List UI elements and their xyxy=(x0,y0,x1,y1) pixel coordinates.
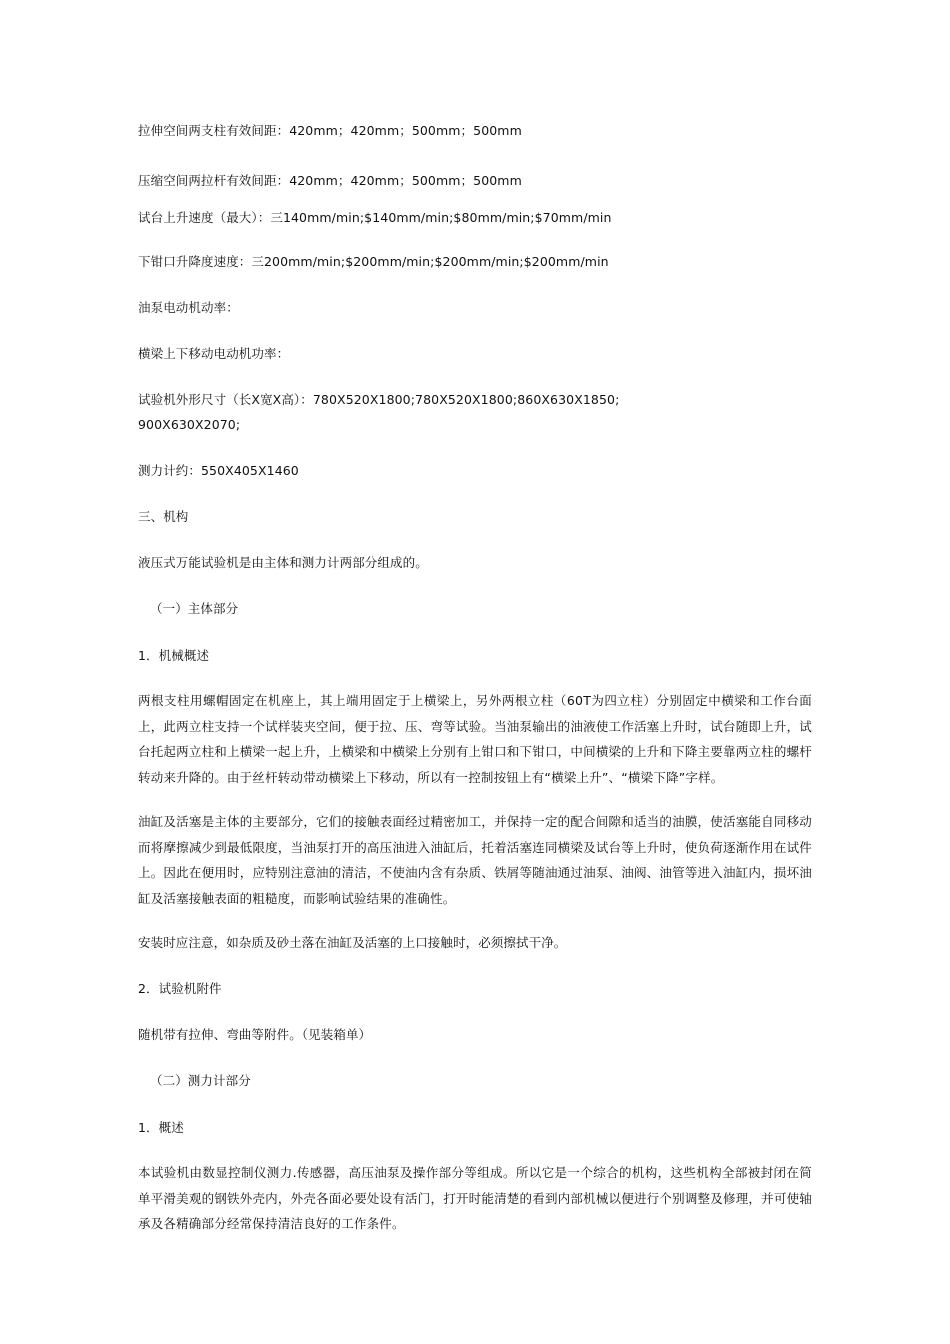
part1-heading: （一）主体部分 xyxy=(150,601,239,616)
part1-paragraph-1: 两根支柱用螺帽固定在机座上，其上端用固定于上横梁上，另外两根立柱（60T为四立柱）分别固定中横梁和工作台面上，此两立柱支持一个试样装夹空间，便于拉、压、弯等试验。当油泵输出的油液使工作活塞上升时，试台随即上升，试台托起两立柱和上横梁一起上升，上横梁和中横梁上分别有上钳口和下钳口，中间横梁的上升和下降主要靠两立柱的螺杆转动来升降的。由于丝杆转动带动横梁上下移动，所以有一控制按钮上有“横梁上升”、“横梁下降”字样。 xyxy=(138,693,812,785)
spec-gauge-size: 测力计约：550X405X1460 xyxy=(138,463,299,478)
part2-paragraph-1: 本试验机由数显控制仪测力.传感器，高压油泵及操作部分等组成。所以它是一个综合的机构，这些机构全部被封闭在简单平滑美观的钢铁外壳内，外壳各面必要处设有活门，打开时能清楚的看到内部机械以便进行个别调整及修理，并可使轴承及各精确部分经常保持清洁良好的工作条件。 xyxy=(138,1165,812,1231)
part1-paragraph-4: 随机带有拉伸、弯曲等附件。（见装箱单） xyxy=(138,1027,372,1042)
spec-beam-power: 横梁上下移动电动机功率： xyxy=(138,346,290,361)
part2-sub1-heading: 1．概述 xyxy=(138,1120,184,1135)
part1-sub1-heading: 1．机械概述 xyxy=(138,648,210,663)
spec-dimensions-line2: 900X630X2070; xyxy=(138,417,241,432)
part1-paragraph-2: 油缸及活塞是主体的主要部分，它们的接触表面经过精密加工，并保持一定的配合间隙和适当的油膜，使活塞能自同移动而将摩擦减少到最低限度，当油泵打开的高压油进入油缸后，托着活塞连同横梁及试台等上升时，使负荷逐渐作用在试件上。因此在便用时，应特别注意油的清洁，不使油内含有杂质、铁屑等随油通过油泵、油阀、油管等进入油缸内，损坏油缸及活塞接触表面的粗糙度，而影响试验结果的准确性。 xyxy=(138,814,812,906)
part1-sub2-heading: 2．试验机附件 xyxy=(138,981,222,996)
spec-pump-power: 油泵电动机动率： xyxy=(138,300,239,315)
section-heading: 三、机构 xyxy=(138,509,189,524)
spec-jaw-speed: 下钳口升降度速度：三200mm/min;$200mm/min;$200mm/min;$200mm/min xyxy=(138,254,609,269)
spec-tension-spacing: 拉伸空间两支柱有效间距：420mm；420mm；500mm；500mm xyxy=(138,123,522,138)
spec-table-speed: 试台上升速度（最大）：三140mm/min;$140mm/min;$80mm/min;$70mm/min xyxy=(138,210,612,225)
part1-paragraph-3: 安装时应注意，如杂质及砂土落在油缸及活塞的上口接触时，必须擦拭干净。 xyxy=(138,935,567,950)
spec-compression-spacing: 压缩空间两拉杆有效间距：420mm；420mm；500mm；500mm xyxy=(138,173,522,188)
part2-heading: （二）测力计部分 xyxy=(150,1073,251,1088)
section-intro: 液压式万能试验机是由主体和测力计两部分组成的。 xyxy=(138,555,428,570)
spec-dimensions-line1: 试验机外形尺寸（长X宽X高）：780X520X1800;780X520X1800;860X630X1850; xyxy=(138,392,620,407)
